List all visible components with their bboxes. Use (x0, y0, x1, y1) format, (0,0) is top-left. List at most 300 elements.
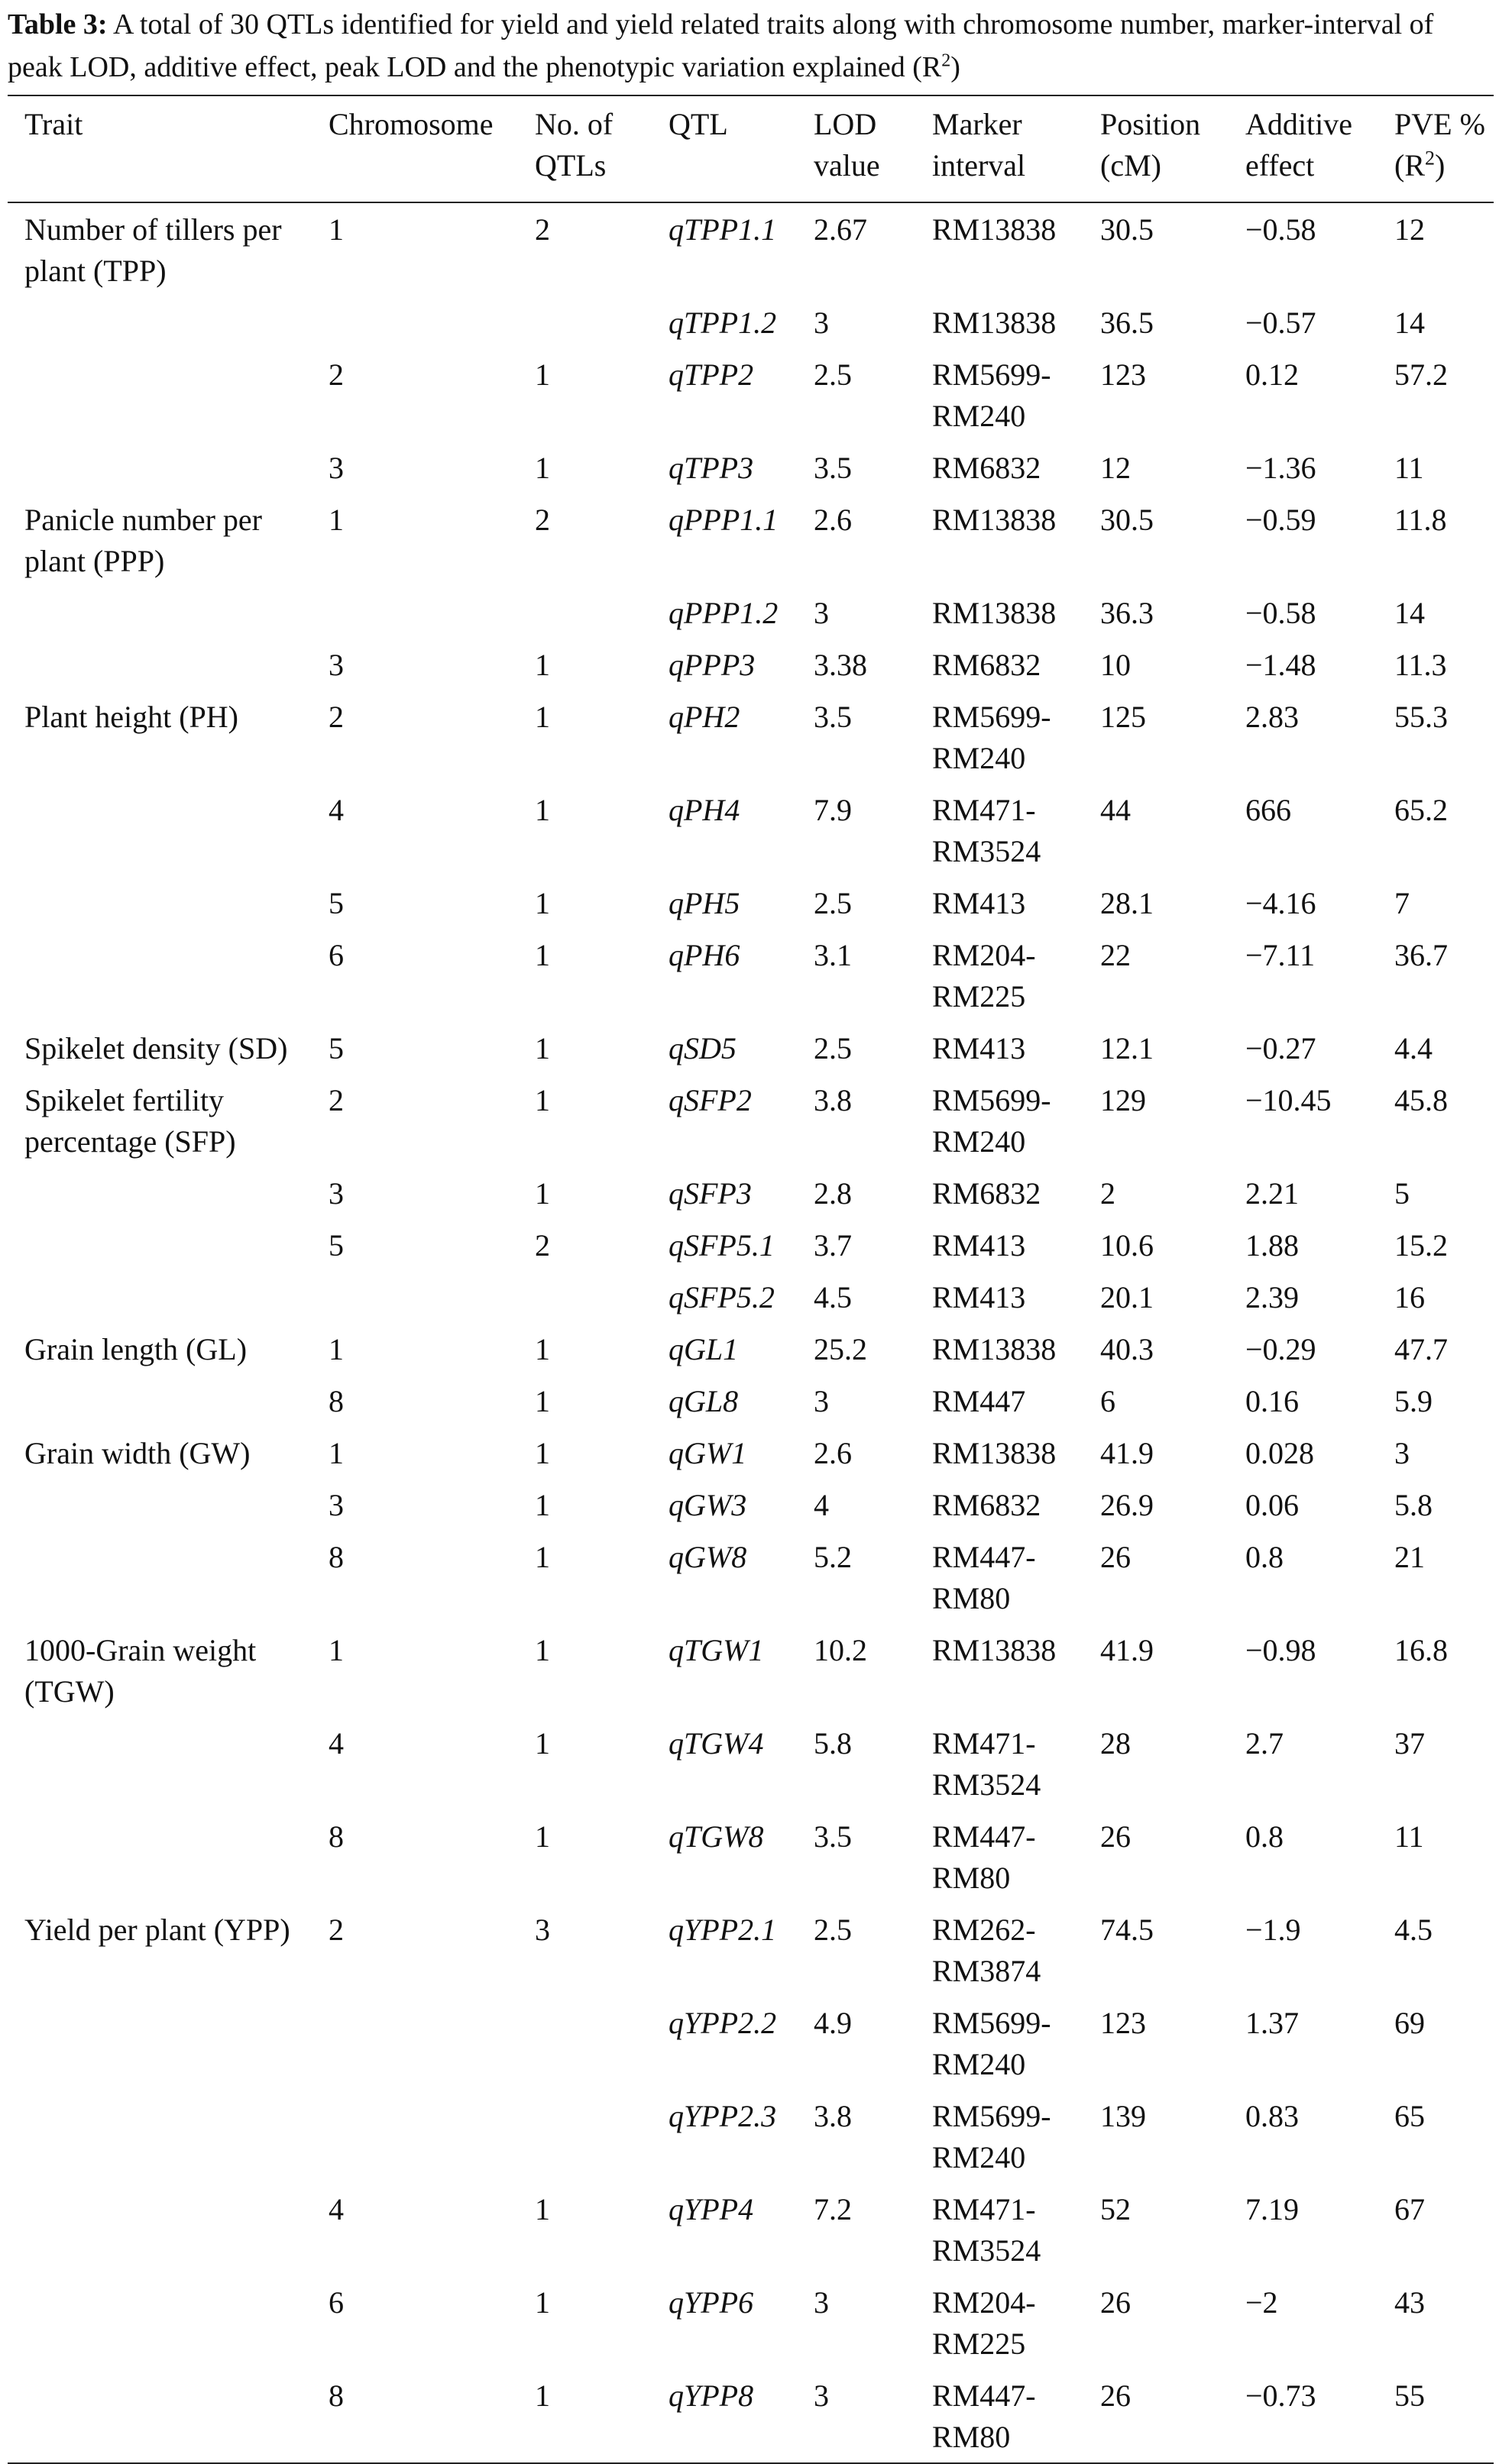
table-row (8, 877, 1494, 929)
cell-qtl: qPPP3 (669, 648, 756, 682)
cell-no-qtls (535, 1997, 669, 2090)
cell-position: 26.9 (1100, 1488, 1154, 1522)
cell-position: 12 (1100, 451, 1131, 485)
cell-qtl: qTGW8 (669, 1819, 764, 1854)
cell-additive: −0.57 (1245, 306, 1316, 340)
cell-position: 26 (1100, 2285, 1131, 2320)
table-row (8, 1323, 1494, 1375)
cell-trait (8, 1531, 329, 1624)
cell-additive: 666 (1245, 793, 1291, 827)
table-row (8, 2369, 1494, 2463)
cell-qtl: qTPP1.1 (669, 212, 777, 247)
cell-chromosome: 2 (329, 1913, 344, 1947)
cell-no-qtls: 2 (535, 1228, 550, 1263)
cell-position: 40.3 (1100, 1332, 1154, 1366)
cell-no-qtls: 1 (535, 938, 550, 972)
cell-additive: 0.83 (1245, 2099, 1299, 2133)
cell-marker: RM204-RM225 (932, 938, 1036, 1014)
cell-trait (8, 587, 329, 639)
cell-pve: 14 (1394, 596, 1425, 630)
cell-additive: 0.028 (1245, 1436, 1314, 1470)
cell-no-qtls: 1 (535, 1031, 550, 1065)
cell-trait: Spikelet fertility percentage (SFP) (24, 1083, 236, 1159)
table-row (8, 2090, 1494, 2183)
cell-lod: 7.2 (814, 2192, 852, 2226)
table-row (8, 441, 1494, 493)
cell-additive: 1.37 (1245, 2006, 1299, 2040)
cell-position: 12.1 (1100, 1031, 1154, 1065)
cell-additive: −0.73 (1245, 2378, 1316, 2413)
cell-chromosome (329, 2090, 535, 2183)
cell-position: 36.3 (1100, 596, 1154, 630)
cell-position: 6 (1100, 1384, 1115, 1418)
cell-lod: 3 (814, 1384, 829, 1418)
cell-lod: 3.5 (814, 1819, 852, 1854)
header-marker: Marker interval (932, 107, 1026, 183)
cell-chromosome: 6 (329, 938, 344, 972)
cell-additive: −0.29 (1245, 1332, 1316, 1366)
cell-trait: Grain length (GL) (24, 1332, 248, 1366)
table-row (8, 1022, 1494, 1074)
table-row (8, 639, 1494, 690)
cell-position: 2 (1100, 1176, 1115, 1211)
cell-pve: 12 (1394, 212, 1425, 247)
cell-additive: 0.16 (1245, 1384, 1299, 1418)
header-chromosome: Chromosome (329, 107, 494, 141)
cell-trait (8, 2369, 329, 2463)
cell-position: 26 (1100, 1819, 1131, 1854)
cell-position: 125 (1100, 700, 1146, 734)
cell-lod: 2.5 (814, 1031, 852, 1065)
table-row (8, 1997, 1494, 2090)
table-row (8, 493, 1494, 587)
cell-position: 28.1 (1100, 886, 1154, 920)
cell-marker: RM6832 (932, 1176, 1041, 1211)
cell-lod: 3 (814, 306, 829, 340)
cell-pve: 45.8 (1394, 1083, 1448, 1117)
cell-no-qtls: 1 (535, 1436, 550, 1470)
cell-chromosome (329, 1271, 535, 1323)
cell-chromosome: 8 (329, 1819, 344, 1854)
cell-no-qtls: 1 (535, 1819, 550, 1854)
cell-pve: 65.2 (1394, 793, 1448, 827)
cell-marker: RM447-RM80 (932, 2378, 1036, 2454)
cell-pve: 65 (1394, 2099, 1425, 2133)
cell-trait: Grain width (GW) (24, 1436, 251, 1470)
cell-position: 41.9 (1100, 1436, 1154, 1470)
cell-no-qtls: 1 (535, 357, 550, 392)
cell-lod: 2.5 (814, 886, 852, 920)
cell-no-qtls: 1 (535, 1726, 550, 1761)
cell-trait: Spikelet density (SD) (24, 1031, 288, 1065)
cell-pve: 36.7 (1394, 938, 1448, 972)
cell-no-qtls: 1 (535, 1176, 550, 1211)
cell-marker: RM5699-RM240 (932, 2006, 1051, 2081)
cell-chromosome: 4 (329, 2192, 344, 2226)
table-row (8, 784, 1494, 877)
cell-additive: 2.21 (1245, 1176, 1299, 1211)
cell-pve: 11 (1394, 1819, 1424, 1854)
cell-marker: RM6832 (932, 451, 1041, 485)
header-pve (1394, 95, 1494, 202)
cell-qtl: qSD5 (669, 1031, 737, 1065)
cell-trait: 1000-Grain weight (TGW) (24, 1633, 257, 1709)
cell-qtl: qTPP1.2 (669, 306, 777, 340)
cell-marker: RM413 (932, 1228, 1026, 1263)
cell-additive: 2.7 (1245, 1726, 1284, 1761)
cell-chromosome: 3 (329, 1488, 344, 1522)
cell-lod: 3.38 (814, 648, 867, 682)
cell-marker: RM5699-RM240 (932, 357, 1051, 433)
cell-marker: RM447-RM80 (932, 1540, 1036, 1615)
cell-chromosome: 2 (329, 1083, 344, 1117)
table-row (8, 1479, 1494, 1531)
cell-trait (8, 929, 329, 1022)
cell-trait (8, 348, 329, 441)
cell-trait (8, 1717, 329, 1810)
table-row (8, 1427, 1494, 1479)
header-position: Position (cM) (1100, 107, 1201, 183)
cell-pve: 5 (1394, 1176, 1410, 1211)
cell-lod: 10.2 (814, 1633, 867, 1667)
table-row (8, 1717, 1494, 1810)
cell-pve: 7 (1394, 886, 1410, 920)
cell-pve: 5.9 (1394, 1384, 1433, 1418)
cell-pve: 5.8 (1394, 1488, 1433, 1522)
cell-chromosome: 2 (329, 357, 344, 392)
cell-chromosome (329, 587, 535, 639)
cell-position: 26 (1100, 2378, 1131, 2413)
cell-pve: 14 (1394, 306, 1425, 340)
cell-position: 30.5 (1100, 212, 1154, 247)
caption-text: A total of 30 QTLs identified for yield and yield related traits along with chromosome number, marker-interval of peak LOD, additive effect, peak LOD and the phenotypic variation explained (R (8, 8, 1434, 83)
cell-qtl: qYPP2.2 (669, 2006, 777, 2040)
cell-no-qtls: 1 (535, 793, 550, 827)
cell-no-qtls: 1 (535, 1332, 550, 1366)
cell-no-qtls: 2 (535, 212, 550, 247)
header-pve-close: ) (1435, 148, 1446, 183)
cell-pve: 3 (1394, 1436, 1410, 1470)
header-pve-text: PVE % (R (1394, 107, 1485, 183)
cell-pve: 16 (1394, 1280, 1425, 1314)
table-row (8, 690, 1494, 784)
caption-superscript: 2 (941, 50, 951, 71)
cell-position: 52 (1100, 2192, 1131, 2226)
cell-chromosome: 5 (329, 886, 344, 920)
cell-qtl: qYPP2.3 (669, 2099, 777, 2133)
cell-lod: 2.8 (814, 1176, 852, 1211)
cell-chromosome: 4 (329, 793, 344, 827)
cell-no-qtls (535, 587, 669, 639)
cell-qtl: qPH6 (669, 938, 740, 972)
cell-position: 123 (1100, 2006, 1146, 2040)
cell-pve: 15.2 (1394, 1228, 1448, 1263)
cell-qtl: qYPP4 (669, 2192, 754, 2226)
cell-pve: 4.5 (1394, 1913, 1433, 1947)
table-row (8, 1375, 1494, 1427)
cell-no-qtls: 1 (535, 1083, 550, 1117)
cell-lod: 3.7 (814, 1228, 852, 1263)
cell-qtl: qSFP3 (669, 1176, 752, 1211)
cell-position: 26 (1100, 1540, 1131, 1574)
cell-position: 74.5 (1100, 1913, 1154, 1947)
header-trait: Trait (24, 107, 83, 141)
cell-no-qtls: 1 (535, 451, 550, 485)
cell-additive: 2.39 (1245, 1280, 1299, 1314)
table-row (8, 587, 1494, 639)
qtl-table (8, 95, 1494, 2464)
table-row (8, 1624, 1494, 1717)
cell-trait (8, 2183, 329, 2276)
cell-qtl: qGW3 (669, 1488, 747, 1522)
cell-trait (8, 877, 329, 929)
header-lod: LOD value (814, 107, 880, 183)
cell-trait: Yield per plant (YPP) (24, 1913, 290, 1947)
header-row (8, 95, 1494, 202)
cell-pve: 37 (1394, 1726, 1425, 1761)
header-qtl: QTL (669, 107, 728, 141)
cell-qtl: qSFP5.2 (669, 1280, 775, 1314)
cell-trait (8, 1375, 329, 1427)
cell-additive: −0.58 (1245, 596, 1316, 630)
cell-position: 10 (1100, 648, 1131, 682)
cell-qtl: qGL1 (669, 1332, 739, 1366)
cell-trait: Plant height (PH) (24, 700, 238, 734)
cell-additive: 1.88 (1245, 1228, 1299, 1263)
cell-qtl: qPH5 (669, 886, 740, 920)
cell-trait (8, 2276, 329, 2369)
cell-additive: 0.06 (1245, 1488, 1299, 1522)
cell-qtl: qPH2 (669, 700, 740, 734)
cell-qtl: qYPP2.1 (669, 1913, 777, 1947)
cell-no-qtls (535, 1271, 669, 1323)
cell-lod: 3.1 (814, 938, 852, 972)
cell-no-qtls: 1 (535, 1540, 550, 1574)
cell-position: 28 (1100, 1726, 1131, 1761)
cell-position: 139 (1100, 2099, 1146, 2133)
cell-marker: RM471-RM3524 (932, 793, 1041, 868)
cell-lod: 7.9 (814, 793, 852, 827)
cell-pve: 16.8 (1394, 1633, 1448, 1667)
cell-chromosome: 8 (329, 1384, 344, 1418)
cell-no-qtls: 1 (535, 1488, 550, 1522)
cell-position: 123 (1100, 357, 1146, 392)
cell-additive: 7.19 (1245, 2192, 1299, 2226)
cell-lod: 4.9 (814, 2006, 852, 2040)
cell-trait (8, 2090, 329, 2183)
cell-additive: −10.45 (1245, 1083, 1332, 1117)
cell-marker: RM413 (932, 886, 1026, 920)
cell-chromosome: 8 (329, 2378, 344, 2413)
table-body (8, 202, 1494, 2463)
cell-qtl: qPPP1.2 (669, 596, 779, 630)
cell-marker: RM13838 (932, 212, 1057, 247)
cell-trait (8, 296, 329, 348)
cell-qtl: qYPP6 (669, 2285, 754, 2320)
cell-pve: 55.3 (1394, 700, 1448, 734)
cell-qtl: qTGW4 (669, 1726, 764, 1761)
cell-qtl: qTPP3 (669, 451, 754, 485)
table-header (8, 95, 1494, 202)
cell-position: 41.9 (1100, 1633, 1154, 1667)
cell-chromosome: 1 (329, 1436, 344, 1470)
table-row (8, 348, 1494, 441)
cell-lod: 3 (814, 596, 829, 630)
cell-marker: RM447-RM80 (932, 1819, 1036, 1895)
cell-trait (8, 1479, 329, 1531)
cell-lod: 2.6 (814, 503, 852, 537)
table-row (8, 1810, 1494, 1903)
cell-additive: −4.16 (1245, 886, 1316, 920)
cell-chromosome: 5 (329, 1031, 344, 1065)
cell-pve: 43 (1394, 2285, 1425, 2320)
cell-no-qtls: 1 (535, 2192, 550, 2226)
cell-lod: 2.6 (814, 1436, 852, 1470)
cell-pve: 69 (1394, 2006, 1425, 2040)
cell-additive: −1.36 (1245, 451, 1316, 485)
cell-pve: 55 (1394, 2378, 1425, 2413)
cell-marker: RM13838 (932, 1436, 1057, 1470)
table-row (8, 1271, 1494, 1323)
cell-trait (8, 639, 329, 690)
cell-position: 10.6 (1100, 1228, 1154, 1263)
cell-lod: 3.8 (814, 2099, 852, 2133)
cell-position: 44 (1100, 793, 1131, 827)
cell-qtl: qGW8 (669, 1540, 747, 1574)
cell-chromosome (329, 296, 535, 348)
cell-chromosome: 8 (329, 1540, 344, 1574)
cell-additive: −0.27 (1245, 1031, 1316, 1065)
cell-additive: −0.58 (1245, 212, 1316, 247)
cell-position: 22 (1100, 938, 1131, 972)
cell-chromosome: 1 (329, 1332, 344, 1366)
cell-trait (8, 1167, 329, 1219)
cell-pve: 21 (1394, 1540, 1425, 1574)
cell-chromosome: 3 (329, 648, 344, 682)
table-row (8, 2276, 1494, 2369)
cell-additive: −0.98 (1245, 1633, 1316, 1667)
cell-trait: Number of tillers per plant (TPP) (24, 212, 282, 288)
cell-lod: 25.2 (814, 1332, 867, 1366)
cell-qtl: qTGW1 (669, 1633, 764, 1667)
cell-position: 20.1 (1100, 1280, 1154, 1314)
table-row (8, 296, 1494, 348)
cell-qtl: qGW1 (669, 1436, 747, 1470)
cell-lod: 2.5 (814, 357, 852, 392)
table-caption (8, 3, 1494, 89)
table-row (8, 1074, 1494, 1167)
cell-marker: RM413 (932, 1280, 1026, 1314)
cell-marker: RM13838 (932, 503, 1057, 537)
cell-marker: RM13838 (932, 1332, 1057, 1366)
cell-qtl: qSFP2 (669, 1083, 752, 1117)
cell-pve: 11.3 (1394, 648, 1447, 682)
cell-lod: 2.5 (814, 1913, 852, 1947)
cell-trait (8, 1219, 329, 1271)
cell-chromosome: 6 (329, 2285, 344, 2320)
cell-additive: 0.8 (1245, 1540, 1284, 1574)
cell-lod: 5.2 (814, 1540, 852, 1574)
cell-chromosome: 4 (329, 1726, 344, 1761)
cell-position: 129 (1100, 1083, 1146, 1117)
cell-marker: RM13838 (932, 596, 1057, 630)
cell-pve: 67 (1394, 2192, 1425, 2226)
cell-lod: 3 (814, 2285, 829, 2320)
cell-marker: RM204-RM225 (932, 2285, 1036, 2361)
caption-label: Table 3: (8, 8, 108, 40)
cell-qtl: qYPP8 (669, 2378, 754, 2413)
cell-no-qtls: 1 (535, 1633, 550, 1667)
cell-chromosome: 2 (329, 700, 344, 734)
cell-chromosome: 3 (329, 451, 344, 485)
cell-chromosome: 1 (329, 1633, 344, 1667)
cell-marker: RM262-RM3874 (932, 1913, 1041, 1988)
cell-marker: RM5699-RM240 (932, 1083, 1051, 1159)
cell-marker: RM447 (932, 1384, 1026, 1418)
cell-qtl: qTPP2 (669, 357, 754, 392)
cell-additive: −1.48 (1245, 648, 1316, 682)
cell-trait (8, 1997, 329, 2090)
cell-lod: 3 (814, 2378, 829, 2413)
cell-additive: 0.8 (1245, 1819, 1284, 1854)
header-no-qtls: No. of QTLs (535, 107, 614, 183)
table-row (8, 929, 1494, 1022)
cell-additive: −2 (1245, 2285, 1278, 2320)
cell-no-qtls (535, 296, 669, 348)
cell-marker: RM413 (932, 1031, 1026, 1065)
cell-trait (8, 1271, 329, 1323)
cell-pve: 11.8 (1394, 503, 1447, 537)
cell-no-qtls: 1 (535, 1384, 550, 1418)
cell-no-qtls: 1 (535, 648, 550, 682)
cell-qtl: qGL8 (669, 1384, 739, 1418)
cell-marker: RM471-RM3524 (932, 1726, 1041, 1802)
cell-position: 36.5 (1100, 306, 1154, 340)
cell-marker: RM5699-RM240 (932, 2099, 1051, 2175)
cell-additive: 2.83 (1245, 700, 1299, 734)
table-row (8, 1903, 1494, 1997)
cell-additive: −7.11 (1245, 938, 1316, 972)
table-row (8, 1167, 1494, 1219)
cell-no-qtls (535, 2090, 669, 2183)
caption-close: ) (950, 51, 960, 83)
table-row (8, 1531, 1494, 1624)
cell-marker: RM5699-RM240 (932, 700, 1051, 775)
cell-no-qtls: 1 (535, 2285, 550, 2320)
cell-qtl: qSFP5.1 (669, 1228, 775, 1263)
cell-trait: Panicle number per plant (PPP) (24, 503, 262, 578)
cell-qtl: qPPP1.1 (669, 503, 779, 537)
cell-qtl: qPH4 (669, 793, 740, 827)
cell-marker: RM6832 (932, 648, 1041, 682)
header-pve-sup: 2 (1425, 147, 1435, 170)
cell-no-qtls: 1 (535, 700, 550, 734)
cell-lod: 3.8 (814, 1083, 852, 1117)
header-additive: Additive effect (1245, 107, 1352, 183)
cell-chromosome: 3 (329, 1176, 344, 1211)
cell-no-qtls: 1 (535, 886, 550, 920)
cell-no-qtls: 3 (535, 1913, 550, 1947)
table-row (8, 1219, 1494, 1271)
cell-trait (8, 441, 329, 493)
cell-chromosome: 5 (329, 1228, 344, 1263)
cell-position: 30.5 (1100, 503, 1154, 537)
cell-marker: RM13838 (932, 306, 1057, 340)
cell-marker: RM471-RM3524 (932, 2192, 1041, 2268)
cell-pve: 47.7 (1394, 1332, 1448, 1366)
cell-pve: 11 (1394, 451, 1424, 485)
cell-chromosome: 1 (329, 503, 344, 537)
